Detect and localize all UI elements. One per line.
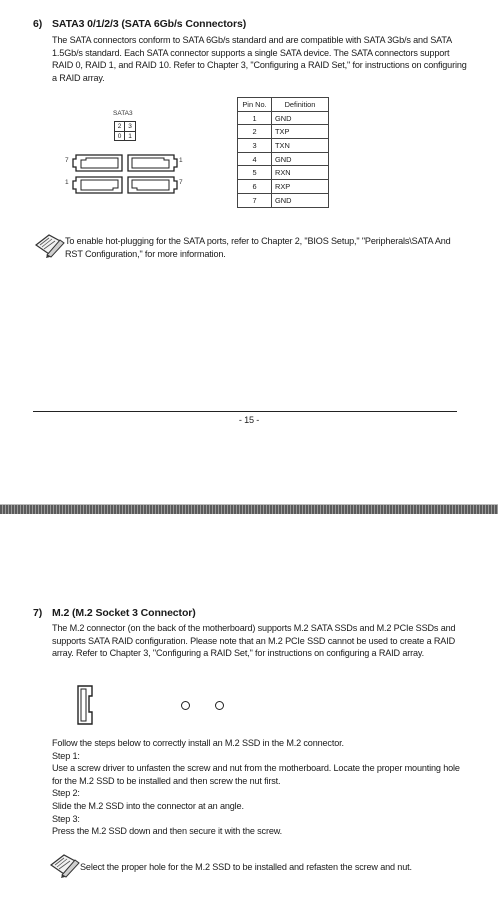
step-line: Slide the M.2 SSD into the connector at an angle. xyxy=(52,800,244,811)
step-line: Step 3: xyxy=(52,813,80,824)
table-row xyxy=(238,125,329,139)
step-line: Press the M.2 SSD down and then secure it with the screw. xyxy=(52,826,283,837)
m2-connector-diagram xyxy=(74,684,234,726)
step-line: Use a screw driver to unfasten the screw and nut from the motherboard. Locate the proper mounting hole xyxy=(52,763,460,774)
note-line: RST Configuration," for more information. xyxy=(65,248,226,259)
pin-definition-cell: GND xyxy=(272,111,329,125)
sata-port-grid xyxy=(114,121,136,141)
pin-definition-cell: TXN xyxy=(272,139,329,153)
table-row xyxy=(238,193,329,207)
pin-mark: 7 xyxy=(65,157,69,164)
body-line: a RAID array. xyxy=(52,72,105,83)
section-6-body xyxy=(52,34,472,84)
step-line: Follow the steps below to correctly install an M.2 SSD in the M.2 connector. xyxy=(52,738,344,748)
body-line: 1.5Gb/s standard. Each SATA connector supports a single SATA device. The SATA connectors support xyxy=(52,47,450,58)
pin-mark: 1 xyxy=(65,179,69,186)
table-header-cell: Pin No. xyxy=(238,98,272,112)
section-6-title: SATA3 0/1/2/3 (SATA 6Gb/s Connectors) xyxy=(52,18,247,30)
table-row xyxy=(238,139,329,153)
pin-number-cell: 5 xyxy=(238,166,272,180)
port-number: 2 xyxy=(115,122,125,132)
table-row xyxy=(238,111,329,125)
section-7-body xyxy=(52,622,472,660)
pin-definition-cell: GND xyxy=(272,193,329,207)
pin-mark: 1 xyxy=(179,157,183,164)
port-number: 1 xyxy=(128,133,132,140)
page-separator xyxy=(0,505,498,514)
sata-port-top-left-right xyxy=(72,153,178,173)
pin-definition-cell: TXP xyxy=(272,125,329,139)
pin-number-cell: 6 xyxy=(238,180,272,194)
step-line: for the M.2 SSD to be installed and then screw the nut first. xyxy=(52,775,281,786)
section-6-number: 6) xyxy=(33,18,43,30)
sata-port-bottom-left-right xyxy=(72,175,178,195)
body-line: array. Refer to Chapter 3, "Configuring a RAID Set," for instructions on configuring a RAID array. xyxy=(52,648,425,659)
sata-pin-table xyxy=(237,97,329,208)
section-7-note: Select the proper hole for the M.2 SSD to be installed and refasten the screw and nut. xyxy=(80,862,412,872)
pin-definition-cell: RXP xyxy=(272,180,329,194)
section-6-note xyxy=(65,235,465,260)
pin-number-cell: 1 xyxy=(238,111,272,125)
table-row xyxy=(238,152,329,166)
body-line: supports SATA RAID configuration. Please note that an M.2 PCIe SSD cannot be used to create a RAID xyxy=(52,635,455,646)
page-number: - 15 - xyxy=(238,415,260,425)
m2-mounting-hole xyxy=(181,701,190,710)
pin-number-cell: 2 xyxy=(238,125,272,139)
body-line: The SATA connectors conform to SATA 6Gb/s standard and are compatible with SATA 3Gb/s and SATA xyxy=(52,35,453,45)
pin-definition-cell: RXN xyxy=(272,166,329,180)
section-7-heading xyxy=(33,607,196,619)
section-7-number: 7) xyxy=(33,607,43,619)
pin-definition-cell: GND xyxy=(272,152,329,166)
pin-number-cell: 7 xyxy=(238,193,272,207)
pin-number-cell: 3 xyxy=(238,139,272,153)
section-7-title: M.2 (M.2 Socket 3 Connector) xyxy=(52,607,196,619)
table-row xyxy=(238,166,329,180)
port-number: 3 xyxy=(125,122,135,132)
table-row xyxy=(238,180,329,194)
port-number: 0 xyxy=(115,132,125,141)
sata-diagram-label: SATA3 xyxy=(113,110,133,117)
sata-connector-diagram xyxy=(60,106,200,196)
pin-number-cell: 4 xyxy=(238,152,272,166)
table-header-row xyxy=(238,98,329,112)
pencil-note-icon xyxy=(33,232,65,258)
footer-divider xyxy=(33,411,457,412)
pencil-note-icon xyxy=(48,852,80,878)
table-header-cell: Definition xyxy=(272,98,329,112)
body-line: The M.2 connector (on the back of the motherboard) supports M.2 SATA SSDs and M.2 PCIe SSDs and xyxy=(52,623,456,633)
pin-mark: 7 xyxy=(179,179,183,186)
m2-mounting-hole xyxy=(215,701,224,710)
step-line: Step 2: xyxy=(52,788,80,799)
section-7-steps xyxy=(52,737,472,838)
body-line: RAID 0, RAID 1, and RAID 10. Refer to Chapter 3, "Configuring a RAID Set," for instructions on configuring xyxy=(52,60,467,71)
section-6-heading xyxy=(33,18,246,30)
step-line: Step 1: xyxy=(52,750,80,761)
note-line: To enable hot-plugging for the SATA ports, refer to Chapter 2, "BIOS Setup," "Peripherals\SATA And xyxy=(65,236,451,246)
